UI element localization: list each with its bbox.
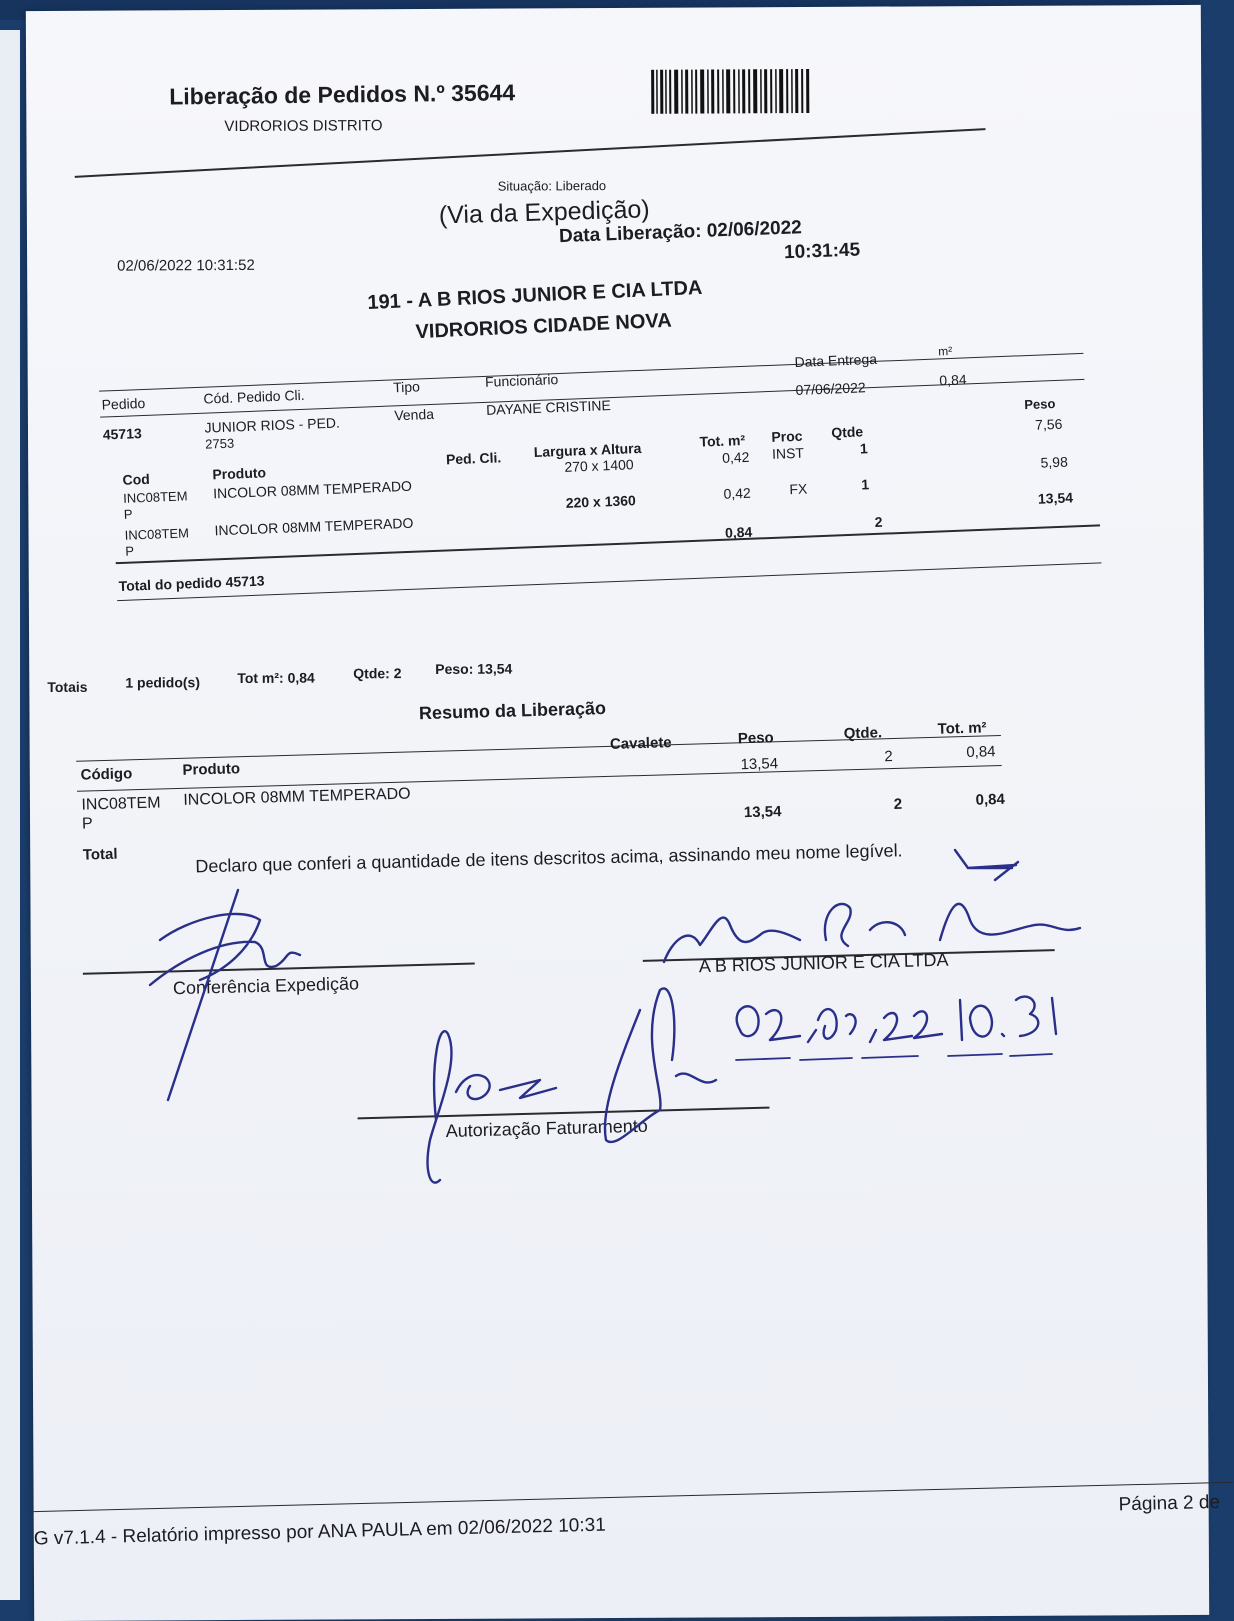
order-total-m2: 0,84 bbox=[724, 523, 753, 541]
order-bottom-rule bbox=[117, 562, 1101, 601]
summary-total-tot-m2: 0,84 bbox=[975, 790, 1006, 809]
item1-peso: 7,56 bbox=[1034, 415, 1063, 433]
header-divider bbox=[75, 128, 986, 178]
summary-title: Resumo da Liberação bbox=[418, 697, 607, 724]
col-cod-pedido-cli: Cód. Pedido Cli. bbox=[203, 386, 305, 407]
col-data-entrega: Data Entrega bbox=[794, 350, 878, 370]
document-page bbox=[26, 5, 1221, 1621]
summary-total-label: Total bbox=[82, 845, 118, 864]
order-number: 45713 bbox=[102, 425, 143, 443]
order-total-qtde: 2 bbox=[874, 513, 883, 531]
order-total-peso: 13,54 bbox=[1037, 489, 1074, 507]
item1-tot-m2: 0,42 bbox=[721, 448, 750, 466]
totals-peso: Peso: 13,54 bbox=[435, 660, 513, 677]
item2-cod-cont: P bbox=[125, 543, 135, 559]
client-signature-label: A B RIOS JUNIOR E CIA LTDA bbox=[698, 949, 949, 977]
totals-label: Totais bbox=[47, 678, 88, 695]
underlying-sheet bbox=[0, 30, 20, 1600]
item-col-qtde: Qtde bbox=[830, 423, 864, 441]
item1-produto: INCOLOR 08MM TEMPERADO bbox=[212, 477, 413, 502]
item-col-cod: Cod bbox=[122, 470, 151, 488]
client-name: 191 - A B RIOS JUNIOR E CIA LTDA bbox=[366, 276, 703, 315]
summary-row-tot-m2: 0,84 bbox=[966, 743, 996, 761]
status-text: Situação: Liberado bbox=[497, 178, 607, 194]
autorizacao-label: Autorização Faturamento bbox=[445, 1115, 648, 1142]
summary-total-peso: 13,54 bbox=[743, 803, 782, 822]
summary-row-qtde: 2 bbox=[884, 748, 893, 766]
footer-print-info: G v7.1.4 - Relatório impresso por ANA PAULA em 02/06/2022 10:31 bbox=[33, 1514, 607, 1550]
item-col-largura-altura: Largura x Altura bbox=[533, 439, 642, 461]
item2-produto: INCOLOR 08MM TEMPERADO bbox=[214, 514, 414, 539]
item2-proc: FX bbox=[789, 480, 808, 498]
order-client-code-cont: 2753 bbox=[204, 435, 235, 452]
item2-tot-m2: 0,42 bbox=[723, 484, 752, 502]
item1-proc: INST bbox=[771, 444, 805, 462]
conferencia-label: Conferência Expedição bbox=[172, 973, 360, 999]
item2-qtde: 1 bbox=[860, 476, 870, 493]
item1-cod: INC08TEM bbox=[122, 488, 188, 506]
order-m2: 0,84 bbox=[939, 371, 967, 389]
order-client-code: JUNIOR RIOS - PED. bbox=[204, 414, 341, 436]
page-number: Página 2 de bbox=[1118, 1491, 1221, 1516]
order-delivery-date: 07/06/2022 bbox=[795, 379, 866, 398]
item2-peso: 5,98 bbox=[1040, 453, 1069, 471]
totals-orders: 1 pedido(s) bbox=[125, 674, 201, 691]
order-total-label: Total do pedido 45713 bbox=[118, 572, 265, 595]
issuer-company: VIDRORIOS DISTRITO bbox=[224, 117, 383, 136]
conferencia-signature-line bbox=[83, 963, 475, 975]
summary-row-peso: 13,54 bbox=[740, 755, 779, 774]
col-tipo: Tipo bbox=[392, 378, 421, 396]
item2-dims: 220 x 1360 bbox=[565, 492, 637, 511]
summary-col-tot-m2: Tot. m² bbox=[937, 719, 987, 738]
order-employee: DAYANE CRISTINE bbox=[485, 397, 612, 418]
summary-col-cavalete: Cavalete bbox=[609, 734, 672, 753]
summary-col-peso: Peso bbox=[737, 729, 774, 748]
item2-cod: INC08TEM bbox=[124, 525, 190, 543]
col-funcionario: Funcionário bbox=[484, 371, 559, 390]
item1-dims: 270 x 1400 bbox=[564, 456, 634, 475]
order-table bbox=[98, 309, 1107, 600]
item1-qtde: 1 bbox=[859, 440, 868, 457]
summary-col-produto: Produto bbox=[182, 760, 241, 779]
footer-rule bbox=[34, 1482, 1234, 1512]
item-col-ped-cli: Ped. Cli. bbox=[445, 449, 502, 468]
summary-col-qtde: Qtde. bbox=[843, 724, 883, 743]
release-summary bbox=[73, 624, 1029, 870]
col-peso: Peso bbox=[1024, 395, 1056, 413]
totals-m2: Tot m²: 0,84 bbox=[237, 669, 315, 686]
totals-qtde: Qtde: 2 bbox=[353, 665, 402, 682]
copy-type: (Via da Expedição) bbox=[438, 195, 650, 230]
item-col-tot-m2: Tot. m² bbox=[699, 431, 746, 450]
summary-row-codigo-cont: P bbox=[81, 815, 93, 833]
summary-total-qtde: 2 bbox=[893, 795, 903, 813]
barcode bbox=[651, 65, 811, 116]
summary-col-codigo: Código bbox=[80, 765, 133, 784]
document-title: Liberação de Pedidos N.º 35644 bbox=[169, 79, 516, 110]
summary-row-codigo: INC08TEM bbox=[81, 794, 161, 814]
col-pedido: Pedido bbox=[101, 394, 146, 413]
order-type: Venda bbox=[393, 405, 435, 424]
client-branch: VIDRORIOS CIDADE NOVA bbox=[415, 309, 673, 344]
item-col-produto: Produto bbox=[212, 464, 267, 483]
release-date: Data Liberação: 02/06/2022 bbox=[558, 217, 803, 248]
summary-row-produto: INCOLOR 08MM TEMPERADO bbox=[183, 785, 411, 809]
item-col-proc: Proc bbox=[771, 427, 803, 445]
release-time: 10:31:45 bbox=[783, 239, 861, 264]
item1-cod-cont: P bbox=[123, 506, 133, 522]
printed-timestamp: 02/06/2022 10:31:52 bbox=[117, 256, 255, 275]
declaration-text: Declaro que conferi a quantidade de itens descritos acima, assinando meu nome legível. bbox=[195, 840, 903, 877]
col-m2: m² bbox=[937, 343, 953, 359]
